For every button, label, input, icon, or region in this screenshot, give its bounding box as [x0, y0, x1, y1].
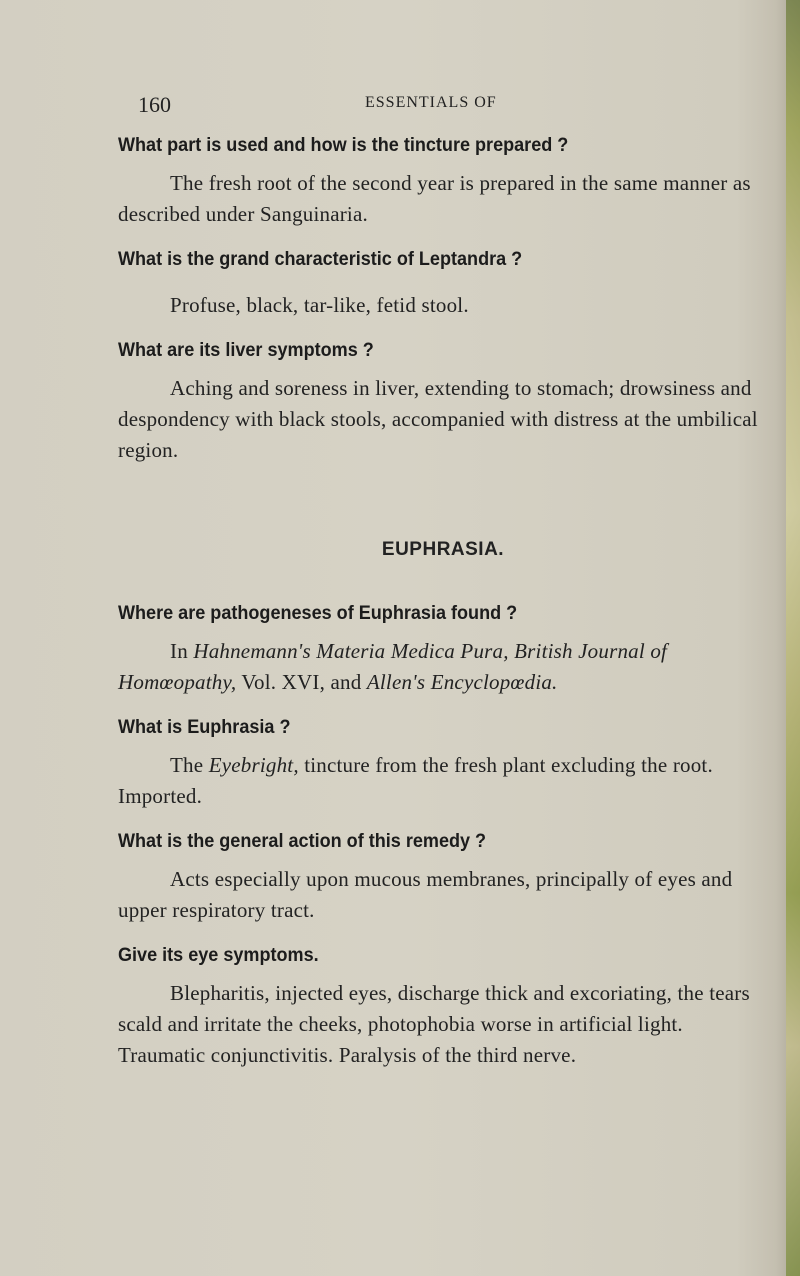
answer-liver: Aching and soreness in liver, extending to stomach; drowsiness and despondency with black stools, accompanied with distress at the umbilical region.	[118, 376, 758, 462]
question-pathogeneses: Where are pathogeneses of Euphrasia found ?	[118, 603, 518, 624]
answer-eye-symptoms: Blepharitis, injected eyes, discharge thick and excoriating, the tears scald and irritate the cheeks, photophobia worse in artificial light. Traumatic conjunctivitis. Paralysis of the third nerve.	[118, 981, 750, 1067]
answer-pathogeneses: In Hahnemann's Materia Medica Pura, British Journal of Homœopathy, Vol. XVI, and Allen's Encyclopœdia.	[118, 639, 668, 694]
answer-characteristic: Profuse, black, tar-like, fetid stool.	[170, 293, 469, 317]
question-general-action: What is the general action of this remedy ?	[118, 831, 487, 852]
page-body	[118, 132, 768, 1071]
running-head: ESSENTIALS OF	[365, 94, 497, 111]
question-tincture: What part is used and how is the tincture prepared ?	[118, 135, 569, 156]
page-edge	[786, 0, 800, 1276]
page-header	[138, 92, 758, 116]
page-number: 160	[138, 92, 171, 117]
question-eye-symptoms: Give its eye symptoms.	[118, 945, 319, 966]
answer-what-is: The Eyebright, tincture from the fresh plant excluding the root. Imported.	[118, 753, 713, 808]
question-liver: What are its liver symptoms ?	[118, 340, 374, 361]
question-what-is: What is Euphrasia ?	[118, 717, 291, 738]
answer-tincture: The fresh root of the second year is prepared in the same manner as described under Sanguinaria.	[118, 171, 751, 226]
section-title: EUPHRASIA.	[381, 539, 505, 560]
question-characteristic: What is the grand characteristic of Leptandra ?	[118, 249, 523, 270]
answer-general-action: Acts especially upon mucous membranes, principally of eyes and upper respiratory tract.	[118, 867, 733, 922]
